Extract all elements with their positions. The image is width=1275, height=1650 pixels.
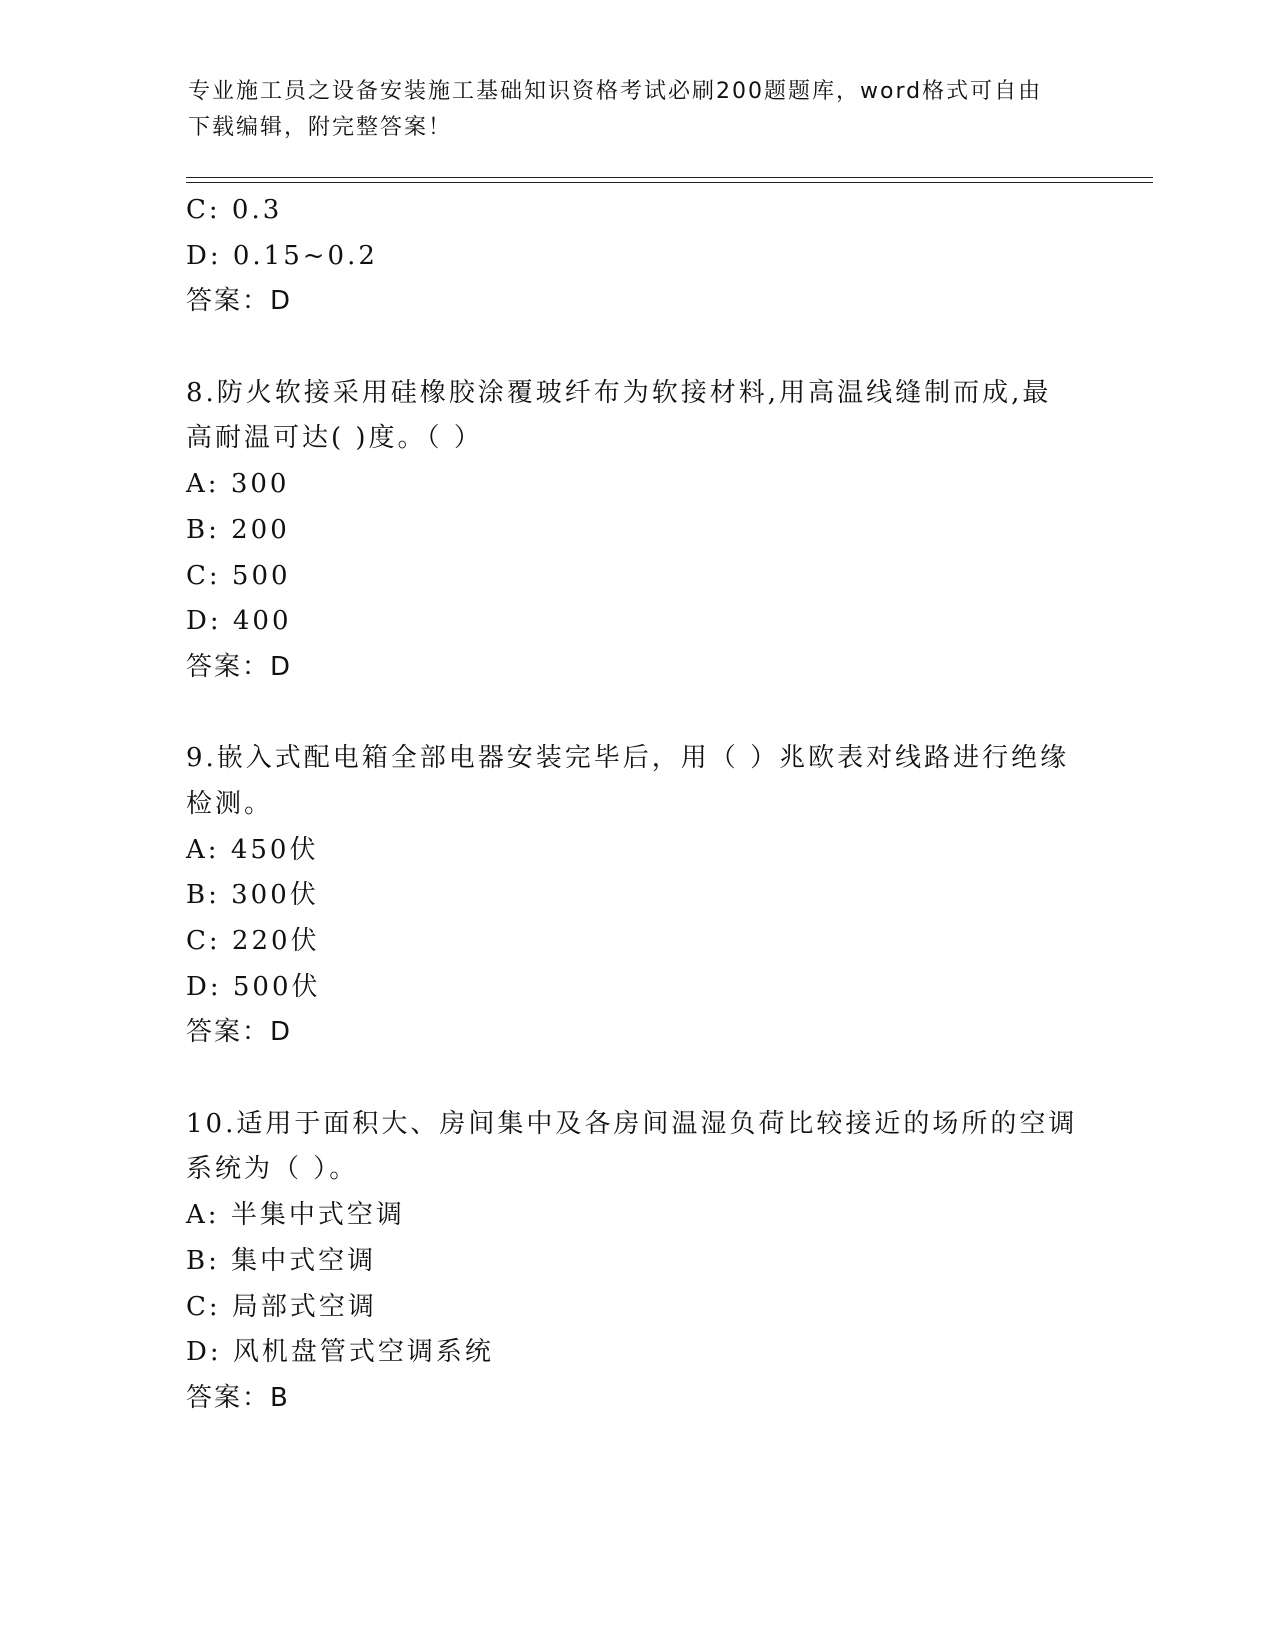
question-list <box>186 188 1086 1422</box>
option-label: B: <box>186 1245 220 1276</box>
header-title-line2: 下载编辑，附完整答案！ <box>188 115 453 140</box>
question-stem-line2: 系统为（ ）。 <box>186 1154 359 1185</box>
option-text: 200 <box>231 514 290 545</box>
question-8 <box>186 371 1086 691</box>
option-label: B: <box>186 514 220 545</box>
question-stem-line1: 9.嵌入式配电箱全部电器安装完毕后，用（ ）兆欧表对线路进行绝缘 <box>186 743 1070 774</box>
question-10 <box>186 1102 1086 1422</box>
option-text: 0.3 <box>231 195 283 225</box>
option-text: 220伏 <box>231 926 320 956</box>
option-label: B: <box>186 880 220 911</box>
option-c <box>186 188 1086 234</box>
option-label: C: <box>186 560 221 591</box>
question-stem-line2: 高耐温可达( )度。（ ） <box>186 423 483 454</box>
option-text: 450伏 <box>230 834 319 865</box>
option-d <box>186 234 1086 280</box>
option-label: D: <box>186 240 222 271</box>
question-stem-line1: 8.防火软接采用硅橡胶涂覆玻纤布为软接材料,用高温线缝制而成,最 <box>186 377 1052 408</box>
option-c <box>186 554 1086 600</box>
option-d <box>186 1330 1086 1376</box>
spacer <box>186 325 1086 371</box>
question-9 <box>186 736 1086 1056</box>
option-a <box>186 462 1086 508</box>
option-c <box>186 919 1086 965</box>
answer-line: 答案：D <box>186 651 293 682</box>
option-a <box>186 828 1086 874</box>
option-text: 300 <box>230 469 290 500</box>
header-divider-top <box>186 177 1153 178</box>
document-header <box>188 74 1078 146</box>
option-label: D: <box>186 971 222 1002</box>
option-text: 局部式空调 <box>231 1291 377 1322</box>
answer-line: 答案：D <box>186 1017 293 1048</box>
question-stem-line2: 检测。 <box>186 788 274 819</box>
spacer <box>186 691 1086 737</box>
question-stem-line1: 10.适用于面积大、房间集中及各房间温湿负荷比较接近的场所的空调 <box>186 1108 1078 1139</box>
header-divider-bottom <box>186 182 1153 183</box>
option-label: A: <box>186 1200 220 1231</box>
option-text: 集中式空调 <box>231 1245 377 1276</box>
option-label: C: <box>186 926 221 956</box>
option-text: 400 <box>232 606 292 637</box>
option-text: 500 <box>231 560 291 591</box>
option-b <box>186 508 1086 554</box>
answer-line: 答案：B <box>186 1382 290 1413</box>
option-c <box>186 1285 1086 1331</box>
option-text: 500伏 <box>232 971 321 1002</box>
option-label: C: <box>186 1291 221 1322</box>
option-text: 0.15~0.2 <box>232 240 378 271</box>
option-text: 风机盘管式空调系统 <box>232 1337 494 1368</box>
spacer <box>186 1056 1086 1102</box>
option-text: 300伏 <box>231 880 319 911</box>
option-label: A: <box>186 834 220 865</box>
option-b <box>186 873 1086 919</box>
question-7-tail <box>186 188 1086 325</box>
option-a <box>186 1193 1086 1239</box>
header-title-line1: 专业施工员之设备安装施工基础知识资格考试必刷200题题库，word格式可自由 <box>188 79 1043 104</box>
option-text: 半集中式空调 <box>230 1200 405 1231</box>
option-label: D: <box>186 1337 222 1368</box>
option-label: A: <box>186 469 220 500</box>
answer-line: 答案：D <box>186 286 293 317</box>
option-d <box>186 965 1086 1011</box>
option-label: D: <box>186 606 222 637</box>
option-d <box>186 599 1086 645</box>
option-label: C: <box>186 195 221 225</box>
option-b <box>186 1239 1086 1285</box>
